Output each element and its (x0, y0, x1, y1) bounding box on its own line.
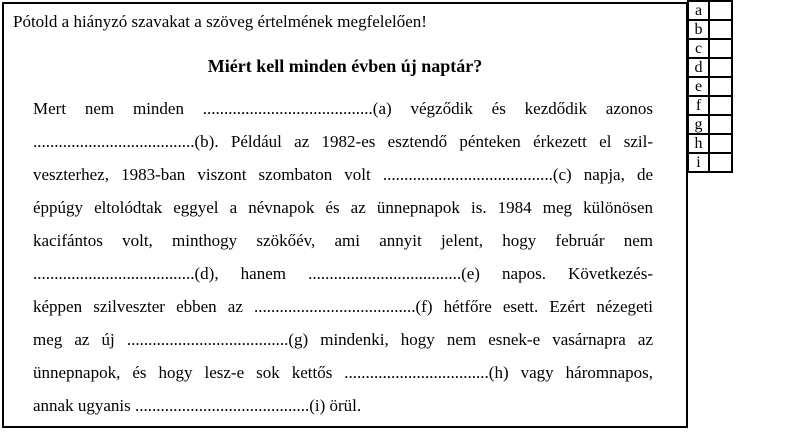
body-text (33, 92, 653, 422)
worksheet-box (2, 2, 688, 428)
answer-row-i (688, 153, 732, 172)
text-line-10: annak ugyanis .........................................(i) örül. (33, 396, 362, 415)
answer-letter-a: a (688, 1, 709, 20)
answer-letter-f: f (688, 96, 709, 115)
text-line-4: éppúgy eltolódtak eggyel a névnapok és az ünnepnapok is. 1984 meg különösen (33, 198, 653, 217)
answer-letter-e: e (688, 77, 709, 96)
answer-letter-b: b (688, 20, 709, 39)
text-line-9: ünnepnapok, és hogy lesz-e sok kettős ..................................(h) vagy háromnapos, (33, 363, 653, 382)
answer-letter-h: h (688, 134, 709, 153)
answer-row-e (688, 77, 732, 96)
answer-cell-f[interactable] (709, 96, 732, 115)
answer-table (687, 0, 733, 173)
answer-row-b (688, 20, 732, 39)
answer-cell-c[interactable] (709, 39, 732, 58)
answer-letter-c: c (688, 39, 709, 58)
answer-letter-d: d (688, 58, 709, 77)
text-line-3: veszterhez, 1983-ban viszont szombaton volt ........................................(c) napja, de (33, 165, 653, 184)
answer-row-g (688, 115, 732, 134)
text-line-1: Mert nem minden ........................................(a) végződik és kezdődik azonos (33, 99, 653, 118)
answer-row-a (688, 1, 732, 20)
answer-cell-b[interactable] (709, 20, 732, 39)
text-line-8: meg az új ......................................(g) mindenki, hogy nem esnek-e vasárnapra az (33, 330, 653, 349)
text-line-7: képpen szilveszter ebben az ......................................(f) hétfőre esett. Ezért nézegeti (33, 297, 653, 316)
answer-letter-g: g (688, 115, 709, 134)
text-line-2: ......................................(b). Például az 1982-es esztendő pénteken érkezett el szil- (33, 132, 653, 151)
answer-cell-h[interactable] (709, 134, 732, 153)
text-line-5: kacifántos volt, minthogy szökőév, ami annyit jelent, hogy február nem (33, 231, 653, 250)
text-line-6: ......................................(d), hanem ....................................(e) napos. Következés- (33, 264, 653, 283)
answer-row-c (688, 39, 732, 58)
answer-row-h (688, 134, 732, 153)
answer-cell-g[interactable] (709, 115, 732, 134)
answer-cell-d[interactable] (709, 58, 732, 77)
answer-table-body (688, 1, 732, 172)
answer-letter-i: i (688, 153, 709, 172)
answer-cell-i[interactable] (709, 153, 732, 172)
instruction-text: Pótold a hiányzó szavakat a szöveg értelmének megfelelően! (13, 12, 427, 31)
answer-cell-e[interactable] (709, 77, 732, 96)
answer-row-d (688, 58, 732, 77)
page-title: Miért kell minden évben új naptár? (207, 56, 483, 76)
answer-cell-a[interactable] (709, 1, 732, 20)
answer-row-f (688, 96, 732, 115)
